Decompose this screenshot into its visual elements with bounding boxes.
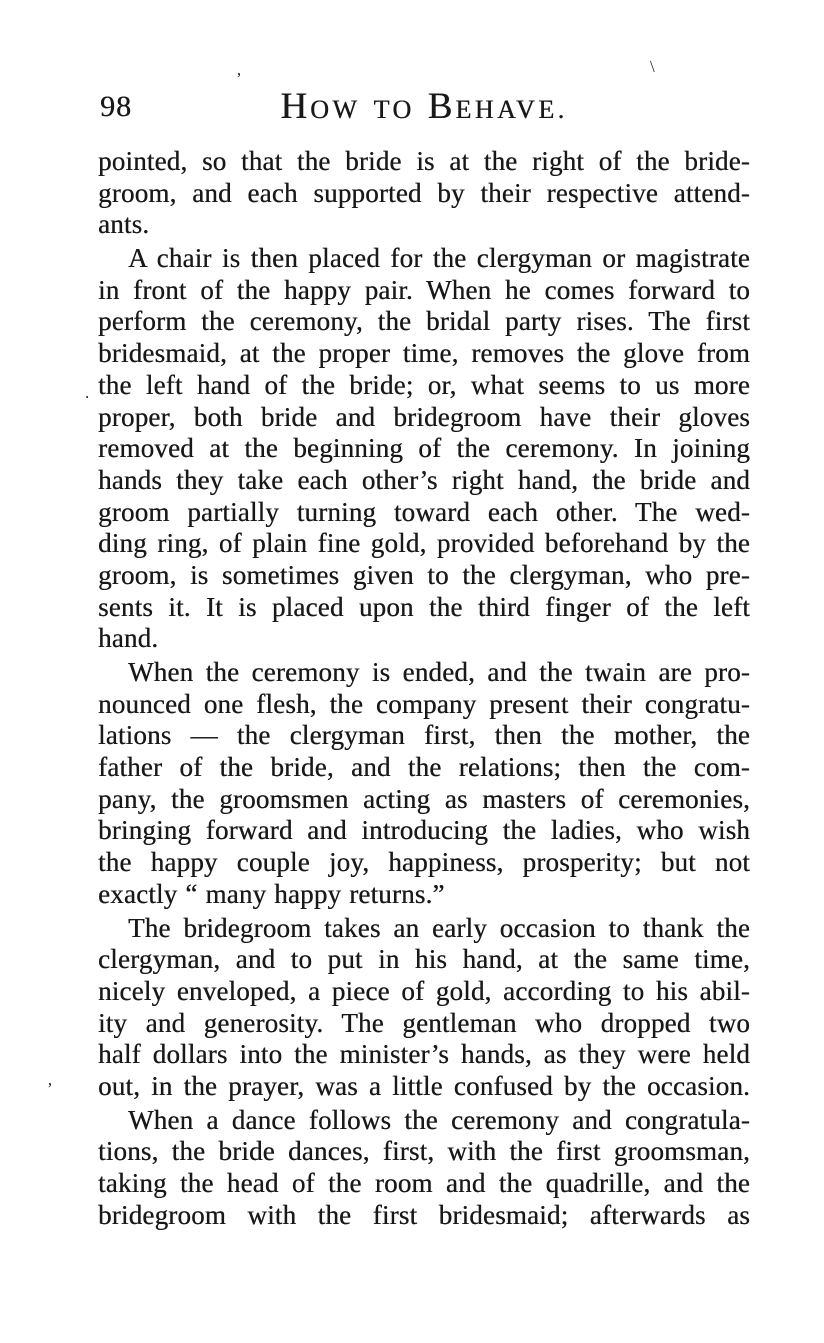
text-line: removed at the beginning of the ceremony. In joining	[98, 433, 750, 464]
text-line: bridesmaid, at the proper time, removes the glove from	[98, 338, 750, 369]
text-line: ity and generosity. The gentleman who dropped two	[98, 1007, 750, 1038]
text-line: pointed, so that the bride is at the right of the bride-	[98, 146, 750, 176]
text-line: The bridegroom takes an early occasion to thank the	[128, 912, 750, 943]
paragraph	[98, 243, 750, 655]
running-title	[98, 88, 750, 125]
text-line: out, in the prayer, was a little confused by the occasion.	[98, 1070, 750, 1101]
page-body	[98, 146, 750, 1231]
text-line: nicely enveloped, a piece of gold, according to his abil-	[98, 975, 750, 1006]
text-line: sents it. It is placed upon the third finger of the left	[98, 591, 750, 622]
text-line: hands they take each other’s right hand, the bride and	[98, 464, 750, 495]
text-line: groom, and each supported by their respective attend-	[98, 177, 750, 208]
text-line: groom, is sometimes given to the clergyman, who pre-	[98, 559, 750, 590]
ink-speck: ’	[47, 1079, 53, 1098]
text-line: in front of the happy pair. When he comes forward to	[98, 274, 750, 305]
text-line: nounced one flesh, the company present their congratu-	[98, 688, 750, 719]
text-line: A chair is then placed for the clergyman or magistrate	[128, 243, 750, 274]
running-title-initial-2: B	[427, 86, 456, 127]
text-line: taking the head of the room and the quadrille, and the	[98, 1168, 750, 1198]
text-line: lations — the clergyman first, then the mother, the	[98, 720, 750, 751]
text-line: When a dance follows the ceremony and congratula-	[128, 1104, 750, 1135]
text-line: half dollars into the minister’s hands, as they were held	[98, 1039, 750, 1070]
text-line: bringing forward and introducing the ladies, who wish	[98, 815, 750, 846]
paragraph	[98, 913, 750, 1103]
page-number: 98	[100, 90, 132, 123]
paragraph	[98, 146, 750, 241]
text-line: the left hand of the bride; or, what seems to us more	[98, 369, 750, 400]
text-line: father of the bride, and the relations; then the com-	[98, 752, 750, 783]
text-line: ants.	[98, 209, 150, 240]
text-line: proper, both bride and bridegroom have their gloves	[98, 401, 750, 432]
ink-speck: \	[650, 57, 655, 76]
text-line: pany, the groomsmen acting as masters of ceremonies,	[98, 783, 750, 814]
paragraph	[98, 1105, 750, 1232]
text-line: bridegroom with the first bridesmaid; afterwards as	[98, 1199, 750, 1230]
running-title-part-1: OW	[310, 95, 361, 124]
text-line: exactly “ many happy returns.”	[98, 878, 445, 909]
text-line: ding ring, of plain fine gold, provided beforehand by the	[98, 528, 750, 559]
running-title-part-2: TO	[373, 95, 415, 124]
text-line: clergyman, and to put in his hand, at the same time,	[98, 944, 750, 975]
running-title-part-3: EHAVE.	[455, 95, 568, 124]
ink-speck: ’	[236, 69, 242, 88]
paragraph	[98, 657, 750, 911]
text-line: tions, the bride dances, first, with the first groomsman,	[98, 1136, 750, 1167]
text-line: groom partially turning toward each other. The wed-	[98, 496, 750, 527]
running-title-initial-1: H	[280, 86, 311, 127]
ink-speck: .	[85, 383, 90, 402]
text-line: When the ceremony is ended, and the twain are pro-	[128, 657, 750, 687]
text-line: the happy couple joy, happiness, prosperity; but not	[98, 847, 750, 878]
text-line: hand.	[98, 623, 159, 654]
text-line: perform the ceremony, the bridal party rises. The first	[98, 306, 750, 337]
